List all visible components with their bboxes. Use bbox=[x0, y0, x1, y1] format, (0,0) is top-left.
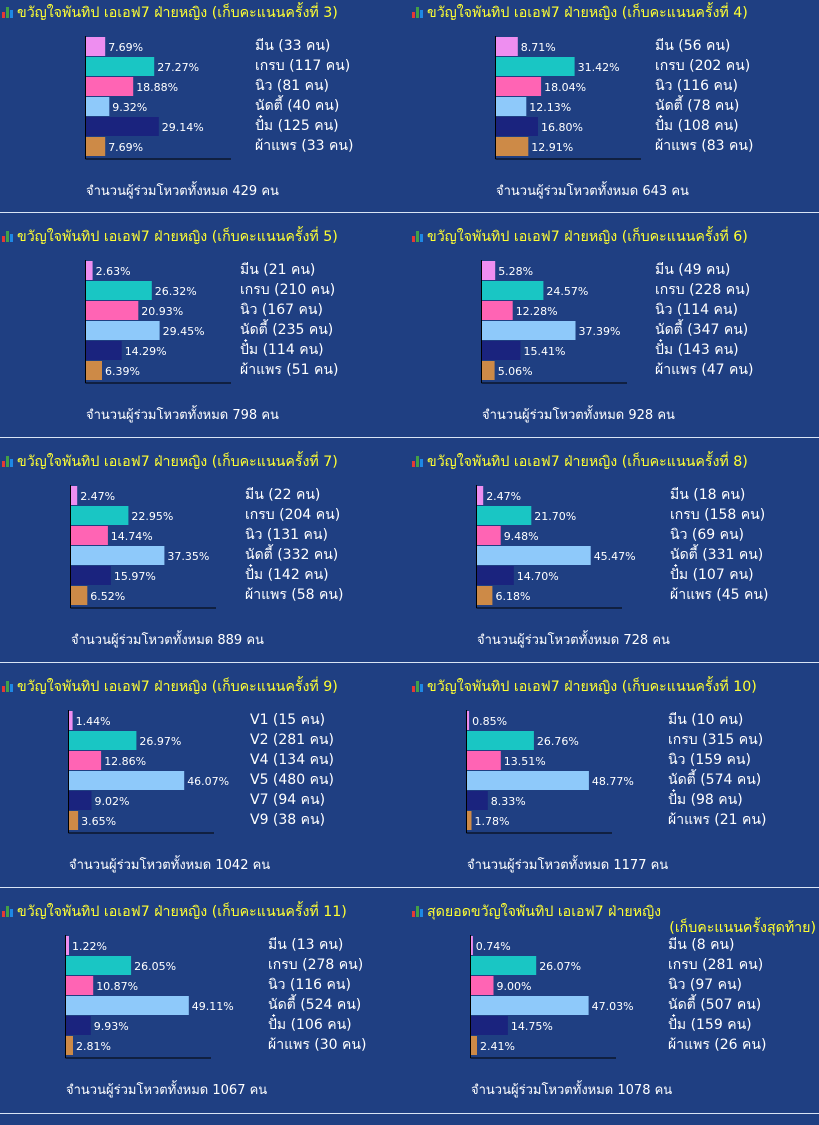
bar-value-label: 3.65% bbox=[81, 815, 117, 828]
bar-value-label: 37.35% bbox=[167, 550, 210, 563]
bar bbox=[69, 731, 136, 750]
bar-value-label: 37.39% bbox=[578, 325, 621, 338]
bar bbox=[471, 956, 536, 975]
bar bbox=[477, 506, 531, 525]
chart-title-text: ขวัญใจพันทิป เอเอฟ7 ฝ่ายหญิง (เก็บคะแนนครั้งที่ 7) bbox=[17, 454, 338, 470]
bar bbox=[66, 996, 189, 1015]
bar-value-label: 45.47% bbox=[593, 550, 636, 563]
bar-value-label: 14.74% bbox=[110, 530, 153, 543]
bar bbox=[467, 811, 472, 830]
bar-value-label: 7.69% bbox=[108, 41, 144, 54]
bar bbox=[496, 117, 538, 136]
bar-value-label: 27.27% bbox=[157, 61, 200, 74]
legend-entry: ปั๋ม (107 คน) bbox=[670, 567, 754, 583]
legend-entry: นิว (131 คน) bbox=[245, 527, 328, 543]
bar-value-label: 14.29% bbox=[124, 345, 167, 358]
bar bbox=[71, 526, 108, 545]
legend-entry: นิว (69 คน) bbox=[670, 527, 745, 543]
legend-entry: นัดตี้ (507 คน) bbox=[668, 997, 762, 1013]
bar-value-label: 6.52% bbox=[90, 590, 126, 603]
bar bbox=[71, 486, 77, 505]
bar bbox=[86, 281, 152, 300]
bar bbox=[86, 117, 159, 136]
legend-entry: ปั๋ม (125 คน) bbox=[255, 118, 339, 134]
bar-value-label: 1.22% bbox=[72, 940, 107, 953]
legend bbox=[255, 36, 353, 156]
legend-entry: นัดตี้ (347 คน) bbox=[655, 322, 749, 338]
bar-value-label: 15.97% bbox=[113, 570, 156, 583]
legend-entry: มีน (13 คน) bbox=[268, 937, 344, 953]
chart-title-text: ขวัญใจพันทิป เอเอฟ7 ฝ่ายหญิง (เก็บคะแนนครั้งที่ 3) bbox=[17, 5, 338, 21]
legend bbox=[655, 36, 753, 156]
bar bbox=[482, 301, 513, 320]
bar bbox=[477, 586, 492, 605]
legend-entry: นิว (159 คน) bbox=[668, 752, 751, 768]
bar bbox=[482, 361, 495, 380]
bar-value-label: 2.47% bbox=[486, 490, 522, 503]
legend-entry: มีน (33 คน) bbox=[255, 38, 331, 54]
chart-title-text: ขวัญใจพันทิป เอเอฟ7 ฝ่ายหญิง (เก็บคะแนนครั้งที่ 4) bbox=[427, 5, 748, 21]
poll-chart-panel bbox=[0, 674, 410, 898]
bar-value-label: 9.48% bbox=[503, 530, 539, 543]
total-voters-text: จำนวนผู้ร่วมโหวตทั้งหมด 1177 คน bbox=[467, 858, 669, 873]
legend-entry: V2 (281 คน) bbox=[250, 732, 334, 748]
chart-title-text: ขวัญใจพันทิป เอเอฟ7 ฝ่ายหญิง (เก็บคะแนนครั้งที่ 8) bbox=[427, 454, 748, 470]
poll-chart-panel bbox=[410, 449, 819, 673]
poll-chart-panel bbox=[0, 224, 410, 448]
chart-title-text: ขวัญใจพันทิป เอเอฟ7 ฝ่ายหญิง (เก็บคะแนนครั้งที่ 11) bbox=[17, 904, 347, 920]
bar-value-label: 26.05% bbox=[134, 960, 177, 973]
legend-entry: ผ้าแพร (33 คน) bbox=[255, 138, 354, 154]
bar-value-label: 0.74% bbox=[475, 940, 511, 953]
bar-value-label: 12.91% bbox=[531, 141, 574, 154]
legend-entry: ผ้าแพร (47 คน) bbox=[655, 362, 754, 378]
legend-entry: มีน (22 คน) bbox=[245, 487, 321, 503]
legend-entry: เกรบ (278 คน) bbox=[268, 957, 364, 973]
legend bbox=[268, 935, 366, 1055]
total-voters-text: จำนวนผู้ร่วมโหวตทั้งหมด 429 คน bbox=[86, 184, 279, 199]
bar-value-label: 7.69% bbox=[108, 141, 144, 154]
bar bbox=[482, 281, 543, 300]
legend-entry: V1 (15 คน) bbox=[250, 712, 326, 728]
bar bbox=[86, 77, 133, 96]
legend-entry: V4 (134 คน) bbox=[250, 752, 334, 768]
bar bbox=[66, 976, 93, 995]
bar-value-label: 26.32% bbox=[154, 285, 197, 298]
bar-value-label: 13.51% bbox=[503, 755, 546, 768]
bar bbox=[86, 37, 105, 56]
bar bbox=[71, 506, 128, 525]
bar bbox=[482, 261, 495, 280]
bar-value-label: 12.28% bbox=[515, 305, 558, 318]
total-voters-text: จำนวนผู้ร่วมโหวตทั้งหมด 889 คน bbox=[71, 633, 264, 648]
bar bbox=[66, 956, 131, 975]
legend-entry: นิว (116 คน) bbox=[268, 977, 351, 993]
legend-entry: นัดตี้ (40 คน) bbox=[255, 98, 340, 114]
bar-value-label: 21.70% bbox=[534, 510, 577, 523]
bar bbox=[477, 526, 501, 545]
bar bbox=[69, 751, 101, 770]
bar-value-label: 12.13% bbox=[529, 101, 572, 114]
bar bbox=[86, 341, 122, 360]
legend-entry: มีน (18 คน) bbox=[670, 487, 746, 503]
bar-value-label: 5.28% bbox=[498, 265, 534, 278]
legend bbox=[240, 260, 338, 380]
bar-value-label: 0.85% bbox=[472, 715, 508, 728]
legend bbox=[250, 710, 334, 830]
bar-value-label: 14.70% bbox=[516, 570, 559, 583]
bar-value-label: 12.86% bbox=[104, 755, 147, 768]
legend bbox=[655, 260, 753, 380]
legend-entry: ผ้าแพร (45 คน) bbox=[670, 587, 769, 603]
legend-entry: มีน (49 คน) bbox=[655, 262, 731, 278]
bar bbox=[467, 771, 589, 790]
bar bbox=[86, 321, 160, 340]
bar bbox=[471, 976, 494, 995]
legend-entry: ผ้าแพร (30 คน) bbox=[268, 1037, 367, 1053]
chart-title-text: ขวัญใจพันทิป เอเอฟ7 ฝ่ายหญิง (เก็บคะแนนครั้งที่ 6) bbox=[427, 229, 748, 245]
bar bbox=[496, 37, 518, 56]
legend-entry: นิว (81 คน) bbox=[255, 78, 330, 94]
bar-value-label: 9.32% bbox=[112, 101, 148, 114]
chart-title-text: ขวัญใจพันทิป เอเอฟ7 ฝ่ายหญิง (เก็บคะแนนครั้งที่ 5) bbox=[17, 229, 338, 245]
bar-value-label: 8.71% bbox=[520, 41, 556, 54]
bar-value-label: 9.00% bbox=[496, 980, 532, 993]
bar bbox=[71, 566, 111, 585]
bar bbox=[86, 361, 102, 380]
legend-entry: นัดตี้ (331 คน) bbox=[670, 547, 764, 563]
bar-value-label: 49.11% bbox=[191, 1000, 234, 1013]
bar bbox=[86, 137, 105, 156]
legend-entry: ผ้าแพร (51 คน) bbox=[240, 362, 339, 378]
bar bbox=[69, 711, 73, 730]
legend-entry: นิว (167 คน) bbox=[240, 302, 323, 318]
bar bbox=[467, 751, 501, 770]
bar bbox=[69, 791, 92, 810]
legend-entry: ผ้าแพร (83 คน) bbox=[655, 138, 754, 154]
legend-entry: เกรบ (281 คน) bbox=[668, 957, 764, 973]
legend-entry: เกรบ (202 คน) bbox=[655, 58, 751, 74]
bar-value-label: 1.44% bbox=[75, 715, 111, 728]
bar bbox=[477, 486, 483, 505]
legend-entry: เกรบ (315 คน) bbox=[668, 732, 764, 748]
bar-value-label: 24.57% bbox=[546, 285, 589, 298]
bar-value-label: 18.88% bbox=[136, 81, 179, 94]
bar-value-label: 8.33% bbox=[490, 795, 526, 808]
bar bbox=[467, 711, 469, 730]
total-voters-text: จำนวนผู้ร่วมโหวตทั้งหมด 643 คน bbox=[496, 184, 689, 199]
legend-entry: นัดตี้ (78 คน) bbox=[655, 98, 740, 114]
bar bbox=[69, 811, 78, 830]
bar bbox=[66, 936, 69, 955]
bar-value-label: 47.03% bbox=[591, 1000, 634, 1013]
legend-entry: V5 (480 คน) bbox=[250, 772, 334, 788]
bar-value-label: 2.47% bbox=[80, 490, 116, 503]
total-voters-text: จำนวนผู้ร่วมโหวตทั้งหมด 1078 คน bbox=[471, 1083, 673, 1098]
chart-title-text: สุดยอดขวัญใจพันทิป เอเอฟ7 ฝ่ายหญิง bbox=[427, 904, 662, 920]
legend-entry: ปั๋ม (142 คน) bbox=[245, 567, 329, 583]
bar-value-label: 18.04% bbox=[544, 81, 587, 94]
bar-value-label: 2.41% bbox=[480, 1040, 515, 1053]
legend-entry: นัดตี้ (524 คน) bbox=[268, 997, 362, 1013]
bar-value-label: 48.77% bbox=[591, 775, 634, 788]
bar bbox=[86, 261, 93, 280]
bar-value-label: 2.81% bbox=[76, 1040, 111, 1053]
bar-value-label: 1.78% bbox=[474, 815, 510, 828]
legend-entry: ปั๋ม (106 คน) bbox=[268, 1017, 352, 1033]
bar bbox=[471, 1016, 508, 1035]
bar-value-label: 9.93% bbox=[93, 1020, 129, 1033]
bar bbox=[86, 301, 138, 320]
poll-chart-panel bbox=[410, 899, 819, 1123]
legend-entry: V7 (94 คน) bbox=[250, 792, 326, 808]
bar bbox=[482, 321, 576, 340]
bar-value-label: 2.63% bbox=[95, 265, 131, 278]
legend-entry: V9 (38 คน) bbox=[250, 812, 326, 828]
bar-value-label: 29.14% bbox=[161, 121, 204, 134]
bar-value-label: 5.06% bbox=[497, 365, 533, 378]
bar-value-label: 31.42% bbox=[577, 61, 620, 74]
total-voters-text: จำนวนผู้ร่วมโหวตทั้งหมด 728 คน bbox=[477, 633, 670, 648]
legend-entry: มีน (10 คน) bbox=[668, 712, 744, 728]
bar-value-label: 10.87% bbox=[96, 980, 139, 993]
bar bbox=[477, 546, 591, 565]
bar-value-label: 20.93% bbox=[141, 305, 184, 318]
legend bbox=[670, 485, 768, 605]
bar-value-label: 26.97% bbox=[139, 735, 182, 748]
total-voters-text: จำนวนผู้ร่วมโหวตทั้งหมด 928 คน bbox=[482, 408, 675, 423]
legend-entry: ผ้าแพร (26 คน) bbox=[668, 1037, 767, 1053]
legend-entry: นิว (114 คน) bbox=[655, 302, 738, 318]
bar-value-label: 14.75% bbox=[510, 1020, 553, 1033]
poll-chart-panel bbox=[410, 674, 819, 898]
bar bbox=[86, 57, 154, 76]
bar-value-label: 22.95% bbox=[131, 510, 174, 523]
bar-value-label: 16.80% bbox=[541, 121, 583, 134]
bar bbox=[471, 1036, 477, 1055]
bar bbox=[496, 57, 575, 76]
legend-entry: ปั๋ม (143 คน) bbox=[655, 342, 739, 358]
poll-chart-panel bbox=[410, 224, 819, 448]
total-voters-text: จำนวนผู้ร่วมโหวตทั้งหมด 798 คน bbox=[86, 408, 279, 423]
bar bbox=[496, 97, 526, 116]
bar-value-label: 6.39% bbox=[105, 365, 140, 378]
legend-entry: เกรบ (228 คน) bbox=[655, 282, 751, 298]
poll-chart-panel bbox=[410, 0, 819, 224]
bar-value-label: 46.07% bbox=[187, 775, 230, 788]
legend-entry: ผ้าแพร (58 คน) bbox=[245, 587, 344, 603]
total-voters-text: จำนวนผู้ร่วมโหวตทั้งหมด 1042 คน bbox=[69, 858, 271, 873]
legend bbox=[668, 935, 766, 1055]
legend-entry: ผ้าแพร (21 คน) bbox=[668, 812, 767, 828]
legend-entry: ปั๋ม (98 คน) bbox=[668, 792, 743, 808]
bar-value-label: 15.41% bbox=[523, 345, 566, 358]
legend-entry: ปั๋ม (159 คน) bbox=[668, 1017, 752, 1033]
bar bbox=[467, 731, 534, 750]
bar bbox=[71, 586, 87, 605]
bar bbox=[69, 771, 184, 790]
chart-title-line2: (เก็บคะแนนครั้งสุดท้าย) bbox=[669, 920, 816, 936]
legend-entry: เกรบ (117 คน) bbox=[255, 58, 351, 74]
legend bbox=[668, 710, 766, 830]
bar-value-label: 26.76% bbox=[536, 735, 579, 748]
bar-value-label: 26.07% bbox=[539, 960, 582, 973]
legend-entry: มีน (8 คน) bbox=[668, 937, 735, 953]
bar bbox=[471, 996, 589, 1015]
poll-chart-panel bbox=[0, 899, 410, 1123]
bar-value-label: 29.45% bbox=[162, 325, 205, 338]
legend-entry: ปั๋ม (114 คน) bbox=[240, 342, 324, 358]
bar bbox=[496, 137, 528, 156]
legend-entry: นัดตี้ (332 คน) bbox=[245, 547, 339, 563]
legend-entry: มีน (56 คน) bbox=[655, 38, 731, 54]
legend bbox=[245, 485, 343, 605]
bar bbox=[482, 341, 521, 360]
bar-value-label: 6.18% bbox=[495, 590, 531, 603]
bar bbox=[477, 566, 514, 585]
legend-entry: นิว (116 คน) bbox=[655, 78, 738, 94]
legend-entry: นัดตี้ (574 คน) bbox=[668, 772, 762, 788]
chart-title-text: ขวัญใจพันทิป เอเอฟ7 ฝ่ายหญิง (เก็บคะแนนครั้งที่ 9) bbox=[17, 679, 338, 695]
bar bbox=[496, 77, 541, 96]
total-voters-text: จำนวนผู้ร่วมโหวตทั้งหมด 1067 คน bbox=[66, 1083, 268, 1098]
poll-chart-panel bbox=[0, 449, 410, 673]
bar bbox=[471, 936, 473, 955]
bar bbox=[467, 791, 488, 810]
bar bbox=[86, 97, 109, 116]
bar-value-label: 9.02% bbox=[94, 795, 130, 808]
poll-chart-panel bbox=[0, 0, 410, 224]
legend-entry: เกรบ (210 คน) bbox=[240, 282, 336, 298]
bar bbox=[66, 1036, 73, 1055]
legend-entry: เกรบ (158 คน) bbox=[670, 507, 766, 523]
legend-entry: นิว (97 คน) bbox=[668, 977, 743, 993]
chart-title-text: ขวัญใจพันทิป เอเอฟ7 ฝ่ายหญิง (เก็บคะแนนครั้งที่ 10) bbox=[427, 679, 757, 695]
legend-entry: เกรบ (204 คน) bbox=[245, 507, 341, 523]
legend-entry: มีน (21 คน) bbox=[240, 262, 316, 278]
legend-entry: ปั๋ม (108 คน) bbox=[655, 118, 739, 134]
bar bbox=[71, 546, 164, 565]
bar bbox=[66, 1016, 91, 1035]
legend-entry: นัดตี้ (235 คน) bbox=[240, 322, 334, 338]
